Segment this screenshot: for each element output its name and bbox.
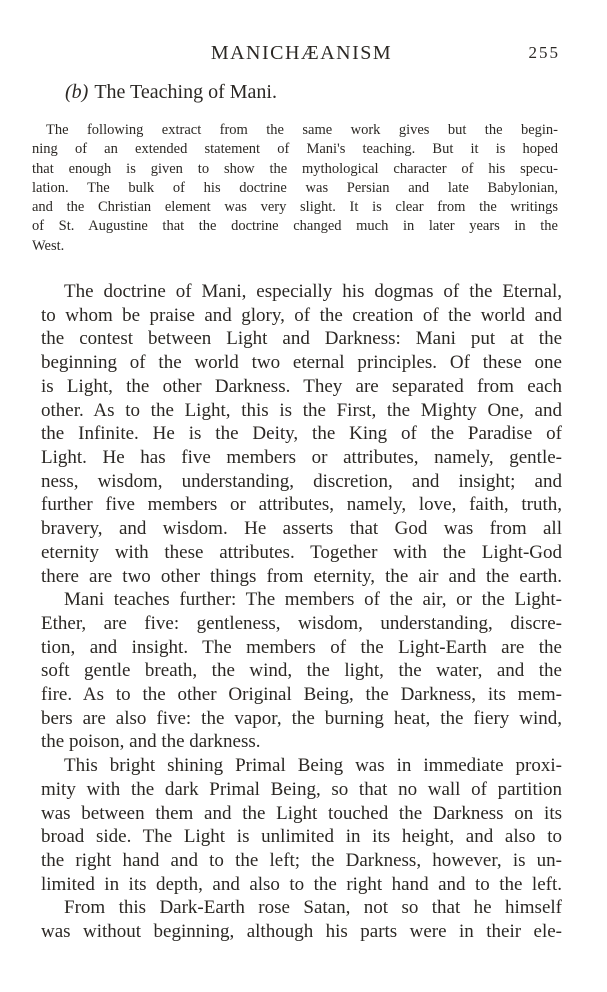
- text-line: The doctrine of Mani, especially his dogmas of the Eternal,: [64, 281, 562, 303]
- section-heading: [65, 80, 562, 104]
- text-line: is Light, the other Darkness. They are separated from each: [41, 375, 562, 397]
- text-line: further five members or attributes, namely, love, faith, truth,: [41, 494, 562, 516]
- section-heading-prefix: (b): [65, 81, 89, 103]
- text-line: bravery, and wisdom. He asserts that God was from all: [41, 518, 562, 540]
- text-line: This bright shining Primal Being was in immediate proxi-: [64, 755, 562, 777]
- paragraph: [41, 754, 562, 896]
- page-number: 255: [528, 43, 560, 62]
- text-line: the contest between Light and Darkness: Mani put at the: [41, 328, 562, 350]
- text-line: From this Dark-Earth rose Satan, not so that he himself: [64, 897, 562, 919]
- text-line: was without beginning, although his parts were in their ele-: [41, 921, 562, 943]
- paragraph: [41, 896, 562, 943]
- text-line: was between them and the Light touched the Darkness on its: [41, 802, 562, 824]
- text-line: the right hand and to the left; the Darkness, however, is un-: [41, 849, 562, 871]
- text-line: tion, and insight. The members of the Light-Earth are the: [41, 636, 562, 658]
- running-head: [41, 42, 562, 64]
- text-line: of St. Augustine that the doctrine changed much in later years in the: [32, 218, 558, 235]
- text-line: that enough is given to show the mythological character of his specu-: [32, 160, 558, 177]
- text-line: limited in its depth, and also to the right hand and to the left.: [41, 873, 562, 895]
- text-line: bers are also five: the vapor, the burning heat, the fiery wind,: [41, 707, 562, 729]
- text-line: broad side. The Light is unlimited in its height, and also to: [41, 826, 562, 848]
- page-title: MANICHÆANISM: [210, 42, 393, 64]
- text-line: lation. The bulk of his doctrine was Persian and late Babylonian,: [32, 179, 558, 196]
- section-heading-text: The Teaching of Mani.: [94, 81, 277, 103]
- body-text: [41, 280, 562, 944]
- editorial-note: [32, 121, 558, 256]
- text-line: West.: [32, 237, 65, 254]
- text-line: the Infinite. He is the Deity, the King of the Paradise of: [41, 423, 562, 445]
- text-line: there are two other things from eternity, the air and the earth.: [41, 565, 562, 587]
- text-line: ning of an extended statement of Mani's teaching. But it is hoped: [32, 141, 558, 158]
- text-line: Light. He has five members or attributes, namely, gentle-: [41, 447, 562, 468]
- text-line: other. As to the Light, this is the First, the Mighty One, and: [41, 399, 562, 421]
- paragraph: [41, 280, 562, 588]
- text-line: The following extract from the same work gives but the begin-: [46, 122, 558, 138]
- text-line: fire. As to the other Original Being, the Darkness, its mem-: [41, 684, 562, 706]
- text-line: to whom be praise and glory, of the creation of the world and: [41, 304, 562, 326]
- text-column: [32, 0, 562, 944]
- text-line: mity with the dark Primal Being, so that no wall of partition: [41, 778, 562, 800]
- text-line: eternity with these attributes. Together with the Light-God: [41, 541, 562, 563]
- text-line: the poison, and the darkness.: [41, 731, 261, 753]
- text-line: soft gentle breath, the wind, the light, the water, and the: [41, 660, 562, 682]
- text-line: beginning of the world two eternal principles. Of these one: [41, 352, 562, 374]
- text-line: Ether, are five: gentleness, wisdom, understanding, discre-: [41, 612, 562, 634]
- text-line: and the Christian element was very slight. It is clear from the writings: [32, 199, 558, 216]
- paragraph: [41, 588, 562, 754]
- text-line: ness, wisdom, understanding, discretion, and insight; and: [41, 470, 562, 492]
- text-line: Mani teaches further: The members of the air, or the Light-: [64, 589, 562, 611]
